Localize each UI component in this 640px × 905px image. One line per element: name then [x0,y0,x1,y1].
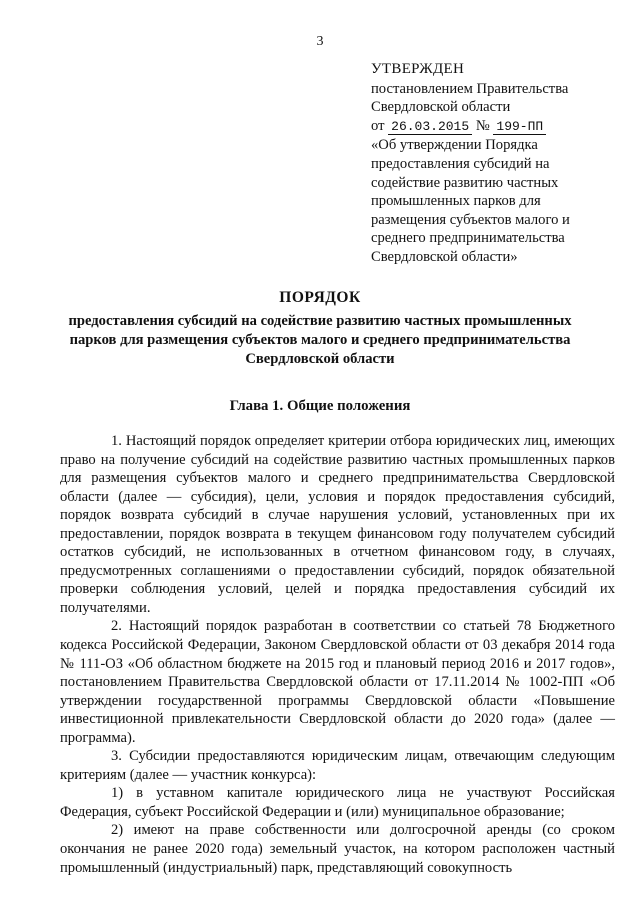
chapter-title: Глава 1. Общие положения [229,398,411,414]
approval-number: 199-ПП [493,119,546,135]
number-prefix: № [475,117,490,134]
approval-title-line: Свердловской области» [371,248,518,265]
approval-title-line: «Об утверждении Порядка [371,137,538,154]
date-prefix: от [371,117,385,134]
paragraph: 3. Субсидии предоставляются юридическим лицам, отвечающим следующим критериям (далее — участник конкурса): [60,748,615,783]
approval-line: Свердловской области [371,99,511,116]
approval-title-line: содействие развитию частных [371,174,559,191]
paragraph: 2. Настоящий порядок разработан в соответствии со статьей 78 Бюджетного кодекса Российской Федерации, Законом Свердловской области от 03 декабря 2014 года № 111-ОЗ «Об областном бюджете на 2015 год и плановый период 2016 и 2017 годов», постановлением Правительства Свердловской области от 17.11.2014 № 1002-ПП «Об утверждении государственной программы Свердловской области «Повышение инвестиционной привлекательности Свердловской области до 2020 года» (далее — программа). [60,618,615,746]
approval-date: 26.03.2015 [388,119,472,135]
approval-title-line: промышленных парков для [371,193,541,210]
approval-title-line: предоставления субсидий на [371,155,550,172]
subtitle-line: Свердловской области [245,351,395,367]
approval-stamp: УТВЕРЖДЕН [371,61,465,77]
document-subtitle [40,312,600,369]
paragraph: 1) в уставном капитале юридического лица не участвуют Российская Федерация, субъект Российской Федерации и (или) муниципальное образование; [60,785,615,820]
subtitle-line: предоставления субсидий на содействие развитию частных промышленных [68,313,572,329]
approval-block [371,60,611,267]
paragraph: 1. Настоящий порядок определяет критерии отбора юридических лиц, имеющих право на получение субсидий на содействие развитию частных промышленных парков для размещения субъектов малого и среднего предпринимательства Свердловской области (далее — субсидия), цели, условия и порядок предоставления субсидий, порядок возврата субсидий в случае нарушения условий, установленных при их предоставлении, порядок возврата в текущем финансовом году получателем субсидий остатков субсидий, не использованных в отчетном финансовом году, в случаях, предусмотренных соглашениями о предоставлении субсидий, порядок обязательной проверки соблюдения условий, целей и порядка предоставления субсидий их получателями. [60,433,615,616]
subtitle-line: парков для размещения субъектов малого и среднего предпринимательства [69,332,571,348]
approval-title-line: среднего предпринимательства [371,230,565,247]
paragraph: 2) имеют на праве собственности или долгосрочной аренды (со сроком окончания не ранее 2020 года) земельный участок, на котором расположен частный промышленный (индустриальный) парк, представляющий совокупность [60,822,615,876]
approval-line: постановлением Правительства [371,80,569,97]
page-number: 3 [316,34,324,49]
approval-date-line [371,117,611,137]
document-body [60,432,615,877]
document-title: ПОРЯДОК [279,289,361,306]
approval-title-line: размещения субъектов малого и [371,211,570,228]
